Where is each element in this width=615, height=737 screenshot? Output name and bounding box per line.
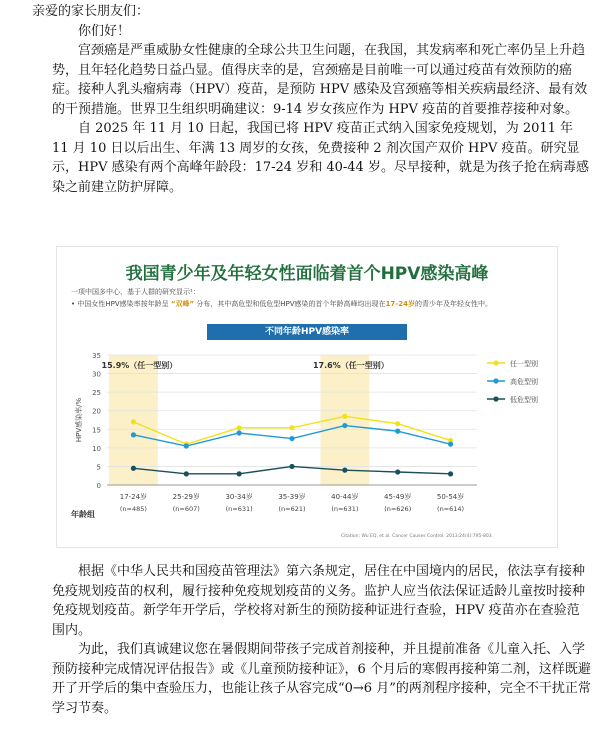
x-tick-label: 35-39岁 <box>278 493 306 501</box>
x-sample-size: (n=485) <box>119 505 147 513</box>
y-axis-label: HPV感染率/% <box>75 397 83 443</box>
note-part-a: • 中国女性HPV感染率按年龄呈 <box>71 300 171 308</box>
y-tick-label: 5 <box>96 463 101 472</box>
greeting: 你们好！ <box>78 23 131 39</box>
y-tick-label: 35 <box>92 352 101 360</box>
paragraph-4: 为此，我们真诚建议您在暑假期间带孩子完成首剂接种，并且提前准备《儿童入托、入学预防接种完成情况评估报告》或《儿童预防接种证》，6 个月后的寒假再接种第二剂，这样既避开了开学后的集中查验压力，也能让孩子从容完成“0→6 月”的两剂程序接种，完全不干扰正常学习节奏。 <box>52 642 591 716</box>
x-sample-size: (n=631) <box>225 505 253 513</box>
y-tick-label: 15 <box>92 426 101 435</box>
letter-intro <box>32 2 592 197</box>
letter-closing <box>52 562 592 718</box>
x-sample-size: (n=621) <box>278 505 306 513</box>
note-part-c: 分布，其中高危型和低危型HPV感染的首个年龄高峰均出现在 <box>194 300 386 308</box>
x-tick-label: 25-29岁 <box>172 493 200 501</box>
data-point <box>131 466 136 471</box>
highlight-label-0: 15.9%（任一型别） <box>101 361 178 370</box>
x-sample-size: (n=607) <box>172 505 200 513</box>
data-point <box>289 425 294 430</box>
x-tick-label: 40-44岁 <box>331 493 359 501</box>
x-sample-size: (n=631) <box>331 505 359 513</box>
x-sample-size: (n=626) <box>384 505 412 513</box>
legend-label-0: 任一型别 <box>510 360 538 368</box>
x-tick-label: 17-24岁 <box>119 493 148 501</box>
data-point <box>237 471 242 476</box>
figure-title: 我国青少年及年轻女性面临着首个HPV感染高峰 <box>125 264 489 284</box>
data-point <box>342 423 347 428</box>
data-point <box>448 471 453 476</box>
data-point <box>395 429 400 434</box>
paragraph-2: 自 2025 年 11 月 10 日起，我国已将 HPV 疫苗正式纳入国家免疫规划，为 2011 年 11 月 10 日以后出生、年满 13 周岁的女孩，免费接种 2 剂次国产双价 HPV 疫苗。研究显示，HPV 感染有两个高峰年龄段：17-24 岁和 40-44 岁。尽早接种，就是为孩子抢在病毒感染之前建立防护屏障。 <box>52 121 589 195</box>
data-point <box>395 469 400 474</box>
data-point <box>184 443 189 448</box>
data-point <box>131 419 136 424</box>
y-tick-label: 25 <box>92 389 101 398</box>
data-point <box>342 414 347 419</box>
paragraph-1: 宫颈癌是严重威胁女性健康的全球公共卫生问题，在我国，其发病率和死亡率仍呈上升趋势，且年轻化趋势日益凸显。值得庆幸的是，宫颈癌是目前唯一可以通过疫苗有效预防的癌症。接种人乳头瘤病毒（HPV）疫苗，是预防 HPV 感染及宫颈癌等相关疾病最经济、最有效的干预措施。世界卫生组织明确建议：9-14 岁女孩应作为 HPV 疫苗的首要推荐接种对象。 <box>52 43 588 117</box>
x-tick-label: 45-49岁 <box>384 493 412 501</box>
data-point <box>237 430 242 435</box>
y-tick-label: 0 <box>96 482 101 490</box>
hpv-figure <box>56 246 558 548</box>
x-tick-label: 30-34岁 <box>225 493 253 501</box>
y-tick-label: 20 <box>92 407 101 416</box>
data-point <box>289 464 294 469</box>
note-highlight-age: 17-24岁 <box>385 300 415 308</box>
y-tick-label: 10 <box>92 444 101 453</box>
figure-citation: Citation: Wu EQ, et al. Cancer Causes Control. 2013;24(4):795-803. <box>341 534 493 539</box>
x-tick-label: 50-54岁 <box>436 493 465 501</box>
paragraph-3: 根据《中华人民共和国疫苗管理法》第六条规定，居住在中国境内的居民，依法享有接种免疫规划疫苗的权利，履行接种免疫规划疫苗的义务。监护人应当依法保证适龄儿童按时接种免疫规划疫苗。新学年开学后，学校将对新生的预防接种证进行查验，HPV 疫苗亦在查验范围内。 <box>52 564 586 638</box>
line-chart <box>57 247 557 547</box>
legend-label-2: 低危型别 <box>510 396 538 404</box>
data-point <box>289 436 294 441</box>
chart-title: 不同年龄HPV感染率 <box>207 324 407 340</box>
salutation: 亲爱的家长朋友们： <box>32 4 150 19</box>
figure-note-1: 一项中国多中心、基于人群的研究显示¹： <box>71 288 200 296</box>
legend-marker-1 <box>493 378 498 383</box>
data-point <box>342 468 347 473</box>
legend-marker-0 <box>493 360 498 365</box>
data-point <box>131 432 136 437</box>
data-point <box>184 471 189 476</box>
legend-label-1: 高危型别 <box>510 378 538 386</box>
highlight-label-1: 17.6%（任一型别） <box>312 361 389 370</box>
data-point <box>448 442 453 447</box>
x-sample-size: (n=614) <box>437 505 465 513</box>
x-axis-label: 年龄组 <box>71 510 95 519</box>
data-point <box>395 421 400 426</box>
y-tick-label: 30 <box>92 370 101 379</box>
note-part-e: 的青少年及年轻女性中。 <box>414 300 492 308</box>
legend-marker-2 <box>493 396 498 401</box>
data-point <box>237 425 242 430</box>
note-highlight-bimodal: “双峰” <box>170 300 195 308</box>
